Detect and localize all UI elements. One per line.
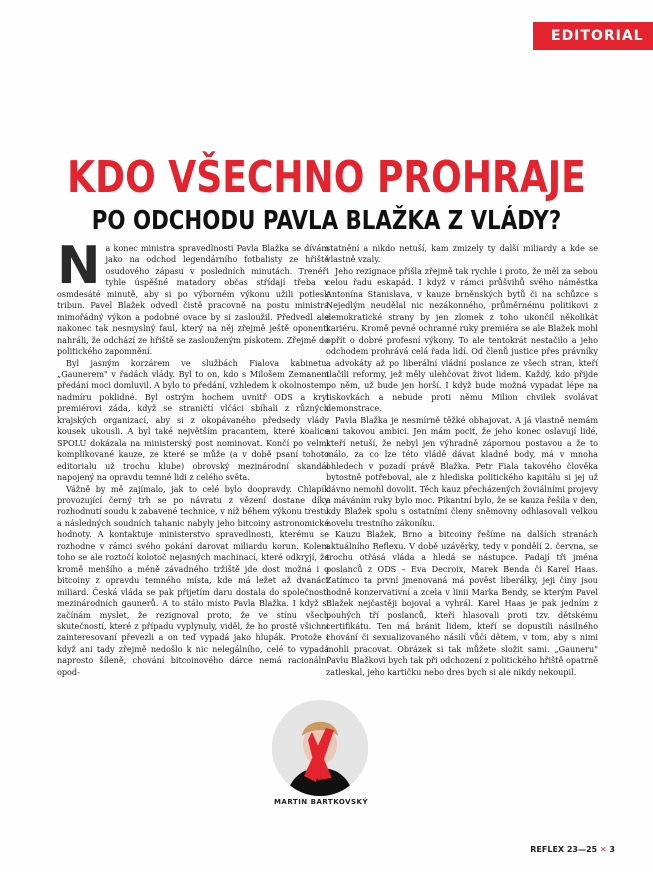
article-paragraph: a konec ministra spravedlnosti Pavla Blažka se dívám jako na odchod legendárního fotbalisty ze hřiště osudového zápasu v posledních minutách. Trenéři tyhle úspěšné matadory občas střídají třeba v osmdesáté minutě, aby si po výborném výkonu užili potlesk tribun. Pavel Blažek odvedl čistě pracovně na postu ministra mimořádný výkon a podobné ovace by si zasloužil. Předvedl ale nakonec tak nesmyslný faul, který na něj zřejmě ještě oponenti nahráli, že odchází ze hřiště se zaslouženým pískotem. Zřejmě do politického zapomnění. — [57, 243, 329, 357]
page-number: 3 — [609, 845, 615, 854]
article-paragraph: Vážně by mě zajímalo, jak to celé bylo doopravdy. Chlapík provozující černý trh se po návratu z vězení dostane díky rozhodnutí soudu k zabavené technice, v níž během výkonu trestu a následných soudních tahanic nabyly jeho bitcoiny astronomické hodnoty. A kontaktuje ministerstvo spravedlnosti, kterému se rozhodne v rámci svého pokání darovat miliardu korun. Kolem toho se ale roztočí kolotoč nejasných machinací, které odkryjí, že kromě menšího a méně závadného tržiště jde dost možná i o bitcoiny z opravdu temného místa, kde má ležet až dvanáct miliard. Česká vláda se pak přijetím daru dostala do společnosti mezinárodních gaunerů. A to stálo místo Pavla Blažka. I když si začínám myslet, že rezignoval proto, že ve stínu všech skutečností, které z případu vyplynuly, viděl, že ho prostě všichni zainteresovaní převezli a on teď vypadá jako hlupák. Protože i když ani tady zřejmě nedošlo k nic nelegálního, celé to vypadá naprosto šíleně, chování bitcoinového dárce nemá racionální opod- — [57, 483, 329, 677]
headline — [0, 152, 653, 238]
article-paragraph: Byl jasným korzárem ve službách Fialova kabinetu. „Gaunerem" v řadách vlády. Byl to on, kdo s Milošem Zemanem předání moci domluvil. A bylo to předání, vzhledem k okolnostem, nadmíru poklidné. Byl ostrým hochem uvnitř ODS a kryl premiérovi záda, když se straničtí vlčáci sbíhali z různých krajských organizací, aby si z okopávaného předsedy vlády kousek ukousli. A byl také největším pracantem, které koalice SPOLU dokázala na ministerský post nominovat. Končí po velmi komplikované kauze, ze které se může (a v době psaní tohoto editorialu už trochu klube) obrovský mezinárodní skandál napojený na opravdu temné lidi z celého světa. — [57, 357, 329, 483]
dropcap: N — [57, 236, 101, 296]
article-paragraph: Jeho rezignace přišla zřejmě tak rychle i proto, že měl za sebou celou řadu eskapád. I když v rámci průšvihů svého náměstka Antonína Stanislava, v kauze brněnských bytů či na schůzce s Nejedlým neudělal nic nezákonného, průměrnému politikovi z demokratické strany by jen zlomek z toho ukončil několikát kariéru. Kromě pevné ochranné ruky premiéra se ale Blažek mohl opřít o dobré profesní výkony. To ale tentokrát nestačilo a jeho odchodem prohrává celá řada lidí. Od členů justice přes právníky a advokáty až po liberální vládní poslance ze všech stran, kteří tlačili reformy, jež měly ulehčovat život lidem. Každý, kdo přijde po něm, už bude jen horší. I když bude možná vypadat lépe na tiskovkách a nebude proti němu Milion chvilek svolávat demonstrace. — [326, 265, 598, 414]
separator-icon: ✕ — [599, 845, 607, 854]
section-tab — [533, 22, 653, 50]
article-paragraph: Kauzu Blažek, Brno a bitcoiny řešíme na dalších stranách aktuálního Reflexu. V době uzávěrky, tedy v pondělí 2. června, se trochu otřásá vláda a hledá se nástupce. Padají tři jména poslanců z ODS – Eva Decroix, Marek Benda či Karel Haas. Zatímco ta první jmenovaná má pověst liberálky, jeji činy jsou hodně konzervativní a zcela v linii Marka Bendy, se kterým Pavel Blažek nejčastěji bojoval a vyhrál. Karel Haas je pak jedním z pouhých tří poslanců, kteří hlasovali proti tzv. dětskému certifikátu. Ten má bránit lidem, kteří se dopustili násilného chování či sexualizovaného násilí vůči dětem, v tom, aby s nimi mohli pracovat. Obrázek si tak můžete složit sami. „Gauneru" Pavlu Blažkovi bych tak při odchození z politického hřiště opatrně zatleskal, jeho kartičku nebo dres bych si ale nikdy nekoupil. — [326, 529, 598, 677]
article-column-right — [326, 243, 598, 678]
page-title: KDO VŠECHNO PROHRAJE — [67, 152, 586, 203]
section-label: EDITORIAL — [551, 28, 644, 44]
article-column-left — [57, 236, 329, 678]
article-paragraph: statnění a nikdo netuší, kam zmizely ty další miliardy a kde se vlastně vzaly. — [326, 243, 598, 265]
author-name: MARTIN BARTKOVSKÝ — [273, 798, 369, 806]
magazine-issue: REFLEX 23—25 — [530, 845, 598, 854]
page-subtitle: PO ODCHODU PAVLA BLAŽKA Z VLÁDY? — [91, 206, 562, 236]
article-paragraph: Pavla Blažka je nesmírně těžké obhajovat. A já vlastně nemám ani takovou ambici. Jen mám pocit, že jeho konec oslavují lidé, kteří netuší, že nebyl jen výhradně zápornou postavou a že to málo, za co lze této vládě dávat kladné body, má v mnoha ohledech v pozadí právě Blažka. Petr Fiala takového člověka bytostně potřeboval, ale z hlediska politického kapitálu si jej už dávno nemohl dovolit. Těch kauz přecházených žoviálními projevy a máváním ruky bylo moc. Pikantní bylo, že se kauza řešila v den, kdy Blažek spolu s ostatními členy sněmovny odhlasovali velkou novelu trestního zákoníku. — [326, 414, 598, 528]
page-footer — [530, 845, 615, 854]
author-portrait-icon — [272, 700, 368, 796]
